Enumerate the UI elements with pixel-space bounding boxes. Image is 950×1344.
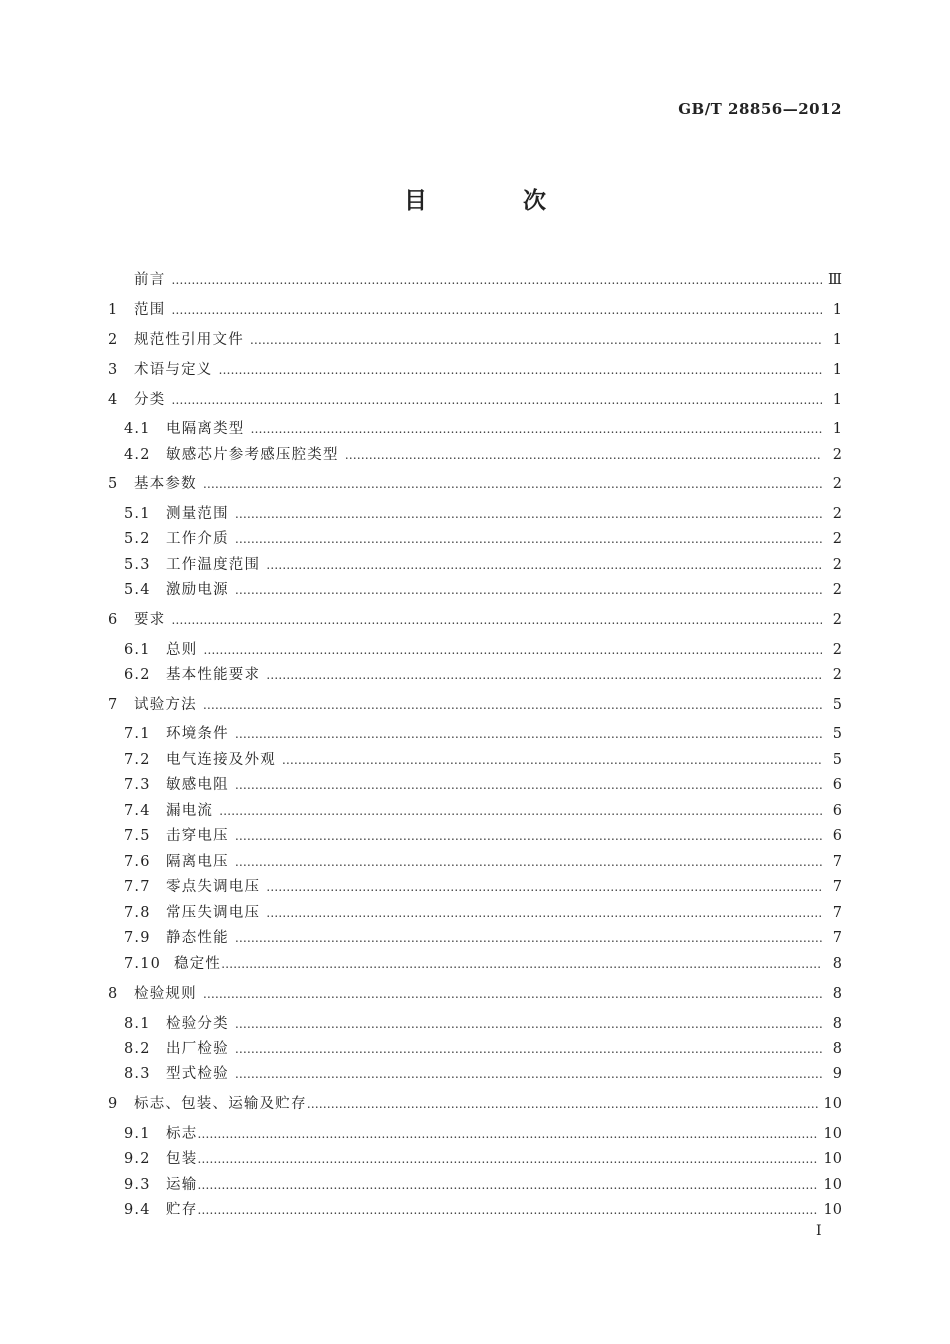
toc-entry-label: 试验方法 — [134, 697, 197, 713]
toc-entry-7-6[interactable] — [124, 850, 842, 870]
toc-entry-page: 8 — [832, 1041, 842, 1057]
toc-entry-number: 3 — [108, 362, 119, 378]
page-folio: I — [816, 1223, 822, 1239]
toc-leader-dots — [221, 957, 822, 971]
toc-entry-label: 敏感电阻 — [166, 777, 229, 793]
toc-entry-label: 常压失调电压 — [166, 905, 261, 921]
standard-code: GB/T 28856—2012 — [678, 100, 842, 118]
toc-entry-page: 5 — [832, 697, 842, 713]
toc-leader-dots — [250, 333, 822, 347]
toc-leader-dots — [219, 804, 822, 818]
toc-entry-number: 9 — [108, 1096, 119, 1112]
toc-entry-9-3[interactable] — [124, 1173, 842, 1193]
toc-entry-label: 工作温度范围 — [166, 557, 261, 573]
toc-entry-number: 4.1 — [124, 421, 151, 437]
toc-entry-6-2[interactable] — [124, 663, 842, 683]
toc-entry-label: 范围 — [134, 302, 166, 318]
toc-entry-number: 7.8 — [124, 905, 151, 921]
toc-leader-dots — [171, 613, 822, 627]
toc-entry-7[interactable] — [108, 693, 842, 713]
toc-leader-dots — [235, 1067, 822, 1081]
toc-entry-page: 9 — [832, 1066, 842, 1082]
toc-leader-dots — [197, 1127, 817, 1141]
toc-entry-label: 环境条件 — [166, 726, 229, 742]
toc-leader-dots — [235, 1017, 822, 1031]
toc-leader-dots — [282, 753, 822, 767]
toc-leader-dots — [203, 477, 822, 491]
toc-leader-dots — [235, 1042, 822, 1056]
toc-entry-5-4[interactable] — [124, 578, 842, 598]
toc-entry-number: 2 — [108, 332, 119, 348]
toc-leader-dots — [235, 829, 822, 843]
toc-leader-dots — [219, 363, 823, 377]
toc-entry-5-1[interactable] — [124, 502, 842, 522]
toc-entry-label: 漏电流 — [166, 803, 214, 819]
toc-entry-page: 7 — [832, 879, 842, 895]
toc-entry-page: 2 — [832, 582, 842, 598]
toc-leader-dots — [235, 583, 822, 597]
toc-entry-5-3[interactable] — [124, 553, 842, 573]
toc-entry-number: 8.1 — [124, 1016, 151, 1032]
toc-entry-label: 型式检验 — [166, 1066, 229, 1082]
toc-entry-number: 6.1 — [124, 642, 151, 658]
toc-entry-page: 1 — [832, 302, 842, 318]
toc-entry-page: 7 — [832, 905, 842, 921]
toc-leader-dots — [171, 393, 822, 407]
toc-entry-label: 工作介质 — [166, 531, 229, 547]
page-title: 目 次 — [403, 187, 590, 214]
toc-leader-dots — [171, 303, 822, 317]
toc-entry-number: 7.3 — [124, 777, 151, 793]
toc-entry-7-1[interactable] — [124, 722, 842, 742]
toc-entry-page: 7 — [832, 930, 842, 946]
toc-entry-number: 7.5 — [124, 828, 151, 844]
toc-entry-page: 10 — [823, 1177, 842, 1193]
toc-entry-label: 规范性引用文件 — [134, 332, 244, 348]
toc-entry-8-1[interactable] — [124, 1012, 842, 1032]
toc-entry-number: 5.3 — [124, 557, 151, 573]
toc-entry-page: 2 — [832, 531, 842, 547]
toc-entry-page: 6 — [832, 777, 842, 793]
toc-entry-label: 分类 — [134, 392, 166, 408]
toc-leader-dots — [197, 1203, 817, 1217]
toc-entry-label: 静态性能 — [166, 930, 229, 946]
toc-entry-label: 运输 — [166, 1177, 198, 1193]
toc-entry-number: 6 — [108, 612, 119, 628]
toc-entry-8[interactable] — [108, 982, 842, 1002]
toc-entry-2[interactable] — [108, 328, 842, 348]
toc-entry-label: 标志 — [166, 1126, 198, 1142]
toc-entry-label: 基本性能要求 — [166, 667, 261, 683]
toc-entry-7-9[interactable] — [124, 926, 842, 946]
toc-entry-label: 击穿电压 — [166, 828, 229, 844]
toc-entry-9-4[interactable] — [124, 1198, 842, 1218]
toc-leader-dots — [266, 906, 822, 920]
toc-entry-9-2[interactable] — [124, 1147, 842, 1167]
toc-entry-page: 10 — [823, 1126, 842, 1142]
toc-entry-number: 7 — [108, 697, 119, 713]
toc-entry-label: 电隔离类型 — [166, 421, 245, 437]
toc-entry-label: 隔离电压 — [166, 854, 229, 870]
toc-entry-number: 5.1 — [124, 506, 151, 522]
toc-entry-7-8[interactable] — [124, 901, 842, 921]
toc-entry-4[interactable] — [108, 388, 842, 408]
toc-leader-dots — [171, 273, 822, 287]
toc-entry-label: 标志、包装、运输及贮存 — [134, 1096, 307, 1112]
toc-entry-4-2[interactable] — [124, 443, 842, 463]
toc-leader-dots — [266, 558, 822, 572]
toc-leader-dots — [203, 987, 822, 1001]
toc-entry-page: 10 — [823, 1096, 842, 1112]
toc-entry-number: 5.4 — [124, 582, 151, 598]
toc-entry-label: 出厂检验 — [166, 1041, 229, 1057]
toc-leader-dots — [197, 1152, 817, 1166]
toc-entry-number: 8.2 — [124, 1041, 151, 1057]
toc-entry-number: 9.1 — [124, 1126, 151, 1142]
toc-entry-page: 1 — [832, 362, 842, 378]
toc-entry-3[interactable] — [108, 358, 842, 378]
toc-entry-8-3[interactable] — [124, 1062, 842, 1082]
toc-entry-page: 8 — [832, 1016, 842, 1032]
toc-leader-dots — [266, 880, 822, 894]
toc-entry-page: 2 — [832, 612, 842, 628]
toc-entry-page: 8 — [832, 986, 842, 1002]
toc-entry-number: 7.7 — [124, 879, 151, 895]
toc-entry-page: 5 — [832, 726, 842, 742]
toc-entry-page: 2 — [832, 642, 842, 658]
toc-entry-number: 1 — [108, 302, 119, 318]
toc-entry-page: 6 — [832, 803, 842, 819]
toc-entry-7-4[interactable] — [124, 799, 842, 819]
toc-entry-label: 激励电源 — [166, 582, 229, 598]
toc-entry-page: 6 — [832, 828, 842, 844]
toc-entry-page: 1 — [832, 392, 842, 408]
toc-entry-number: 5 — [108, 476, 119, 492]
toc-entry-9[interactable] — [108, 1092, 842, 1112]
toc-entry-label: 稳定性 — [174, 956, 222, 972]
toc-entry-label: 包装 — [166, 1151, 198, 1167]
toc-entry-label: 检验分类 — [166, 1016, 229, 1032]
toc-entry-7-2[interactable] — [124, 748, 842, 768]
toc-leader-dots — [235, 855, 822, 869]
toc-entry-page: 10 — [823, 1202, 842, 1218]
toc-leader-dots — [235, 507, 822, 521]
toc-entry-number: 7.1 — [124, 726, 151, 742]
toc-entry-number: 8.3 — [124, 1066, 151, 1082]
toc-entry-5[interactable] — [108, 472, 842, 492]
toc-leader-dots — [203, 698, 822, 712]
toc-entry-label: 基本参数 — [134, 476, 197, 492]
toc-entry-label: 贮存 — [166, 1202, 198, 1218]
toc-entry-number: 7.6 — [124, 854, 151, 870]
toc-entry-label: 总则 — [166, 642, 198, 658]
toc-entry-label: 敏感芯片参考感压腔类型 — [166, 447, 339, 463]
toc-entry-number: 7.9 — [124, 930, 151, 946]
toc-entry-6-1[interactable] — [124, 638, 842, 658]
toc-entry-label: 术语与定义 — [134, 362, 213, 378]
toc-entry-7-7[interactable] — [124, 875, 842, 895]
toc-entry-label: 前言 — [134, 272, 166, 288]
toc-entry-number: 5.2 — [124, 531, 151, 547]
toc-entry-page: 2 — [832, 476, 842, 492]
toc-entry-label: 要求 — [134, 612, 166, 628]
toc-entry-foreword[interactable] — [108, 268, 842, 288]
toc-entry-number: 4.2 — [124, 447, 151, 463]
toc-entry-page: 8 — [832, 956, 842, 972]
toc-entry-1[interactable] — [108, 298, 842, 318]
toc-entry-label: 零点失调电压 — [166, 879, 261, 895]
toc-entry-page: 2 — [832, 506, 842, 522]
toc-entry-5-2[interactable] — [124, 527, 842, 547]
toc-entry-number: 9.4 — [124, 1202, 151, 1218]
toc-entry-page: 2 — [832, 447, 842, 463]
toc-leader-dots — [251, 422, 823, 436]
toc-entry-page: Ⅲ — [828, 272, 842, 288]
toc-entry-6[interactable] — [108, 608, 842, 628]
toc-leader-dots — [235, 931, 822, 945]
toc-entry-label: 检验规则 — [134, 986, 197, 1002]
toc-entry-number: 9.3 — [124, 1177, 151, 1193]
toc-entry-number: 6.2 — [124, 667, 151, 683]
toc-entry-page: 1 — [832, 421, 842, 437]
toc-entry-page: 5 — [832, 752, 842, 768]
toc-entry-label: 测量范围 — [166, 506, 229, 522]
toc-leader-dots — [197, 1178, 817, 1192]
toc-entry-page: 2 — [832, 557, 842, 573]
toc-entry-number: 7.10 — [124, 956, 162, 972]
toc-entry-4-1[interactable] — [124, 417, 842, 437]
toc-entry-number: 7.2 — [124, 752, 151, 768]
toc-leader-dots — [307, 1097, 818, 1111]
toc-leader-dots — [235, 727, 822, 741]
toc-leader-dots — [203, 643, 822, 657]
toc-entry-page: 2 — [832, 667, 842, 683]
toc-entry-9-1[interactable] — [124, 1122, 842, 1142]
toc-entry-7-10[interactable] — [124, 952, 842, 972]
toc-entry-label: 电气连接及外观 — [166, 752, 276, 768]
toc-leader-dots — [266, 668, 822, 682]
toc-entry-page: 10 — [823, 1151, 842, 1167]
toc-leader-dots — [235, 778, 822, 792]
toc-entry-number: 8 — [108, 986, 119, 1002]
toc-entry-7-5[interactable] — [124, 824, 842, 844]
toc-entry-number: 9.2 — [124, 1151, 151, 1167]
toc-leader-dots — [345, 448, 822, 462]
toc-entry-number: 7.4 — [124, 803, 151, 819]
toc-entry-page: 7 — [832, 854, 842, 870]
toc-entry-7-3[interactable] — [124, 773, 842, 793]
toc-leader-dots — [235, 532, 822, 546]
toc-entry-8-2[interactable] — [124, 1037, 842, 1057]
toc-entry-page: 1 — [832, 332, 842, 348]
toc-entry-number: 4 — [108, 392, 119, 408]
